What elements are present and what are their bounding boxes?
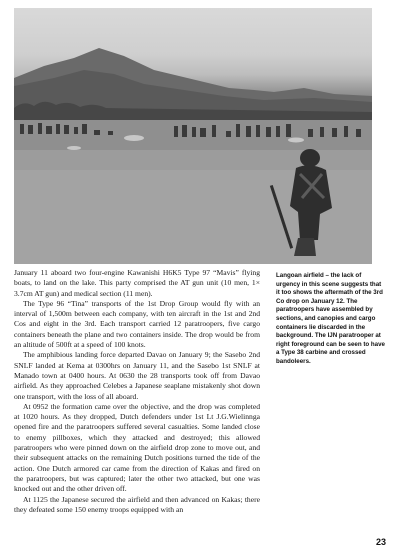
photo-illustration: [14, 8, 372, 264]
body-paragraph: At 1125 the Japanese secured the airfield and then advanced on Kakas; there they defeated some 150 enemy troops equipped with an: [14, 494, 260, 514]
photo-caption: Langoan airfield – the lack of urgency in this scene suggests that it too shows the aftermath of the 3rd Co drop on January 12. The paratroopers have assembled by sections, and canopies and cargo containers lie discarded in the background. The IJN paratrooper at right foreground can be seen to have a Type 38 carbine and crossed bandoleers.: [276, 272, 385, 365]
historical-photo: [14, 8, 372, 264]
body-paragraph: At 0952 the formation came over the objective, and the drop was completed at 1020 hours. As they dropped, Dutch defenders under 1st Lt J.G.Wielinnga opened fire and the paratroopers suffered several casualties. Some landed close to enemy pillboxes, which they attacked and destroyed; this allowed paratroopers who were pinned down on the airfield drop zone to move out, and their subsequent attacks on the remaining Dutch positions turned the tide of the action. One Dutch armored car came from the direction of Kakas and fired on the paratroopers, but was captured; later the other two attacked, but one was knocked out and the other driven off.: [14, 401, 260, 494]
page-number: 23: [376, 537, 387, 547]
body-paragraph: The Type 96 “Tina” transports of the 1st Drop Group would fly with an interval of 1,500m between each company, with ten aircraft in the 1st and 2nd Cos and eight in the 3rd. Each transport carried 12 paratroopers, five cargo containers beneath the plane and two containers inside. The drop would be from an altitude of 500ft at a speed of 100 knots.: [14, 298, 260, 350]
body-text-column: [14, 268, 260, 515]
body-paragraph: January 11 aboard two four-engine Kawanishi H6K5 Type 97 “Mavis” flying boats, to land on the lake. This party comprised the AT gun unit (10 men, 1× 3.7cm AT gun) and medical section (11 men).: [14, 268, 260, 298]
body-paragraph: The amphibious landing force departed Davao on January 9; the Sasebo 2nd SNLF landed at Kema at 0300hrs on January 11, and the Sasebo 1st SNLF at Manado town at 0400 hours. At 0630 the 28 transports took off from Davao airfield. As they approached Celebes a Japanese seaplane mistakenly shot down one transport, with the loss of all aboard.: [14, 350, 260, 401]
